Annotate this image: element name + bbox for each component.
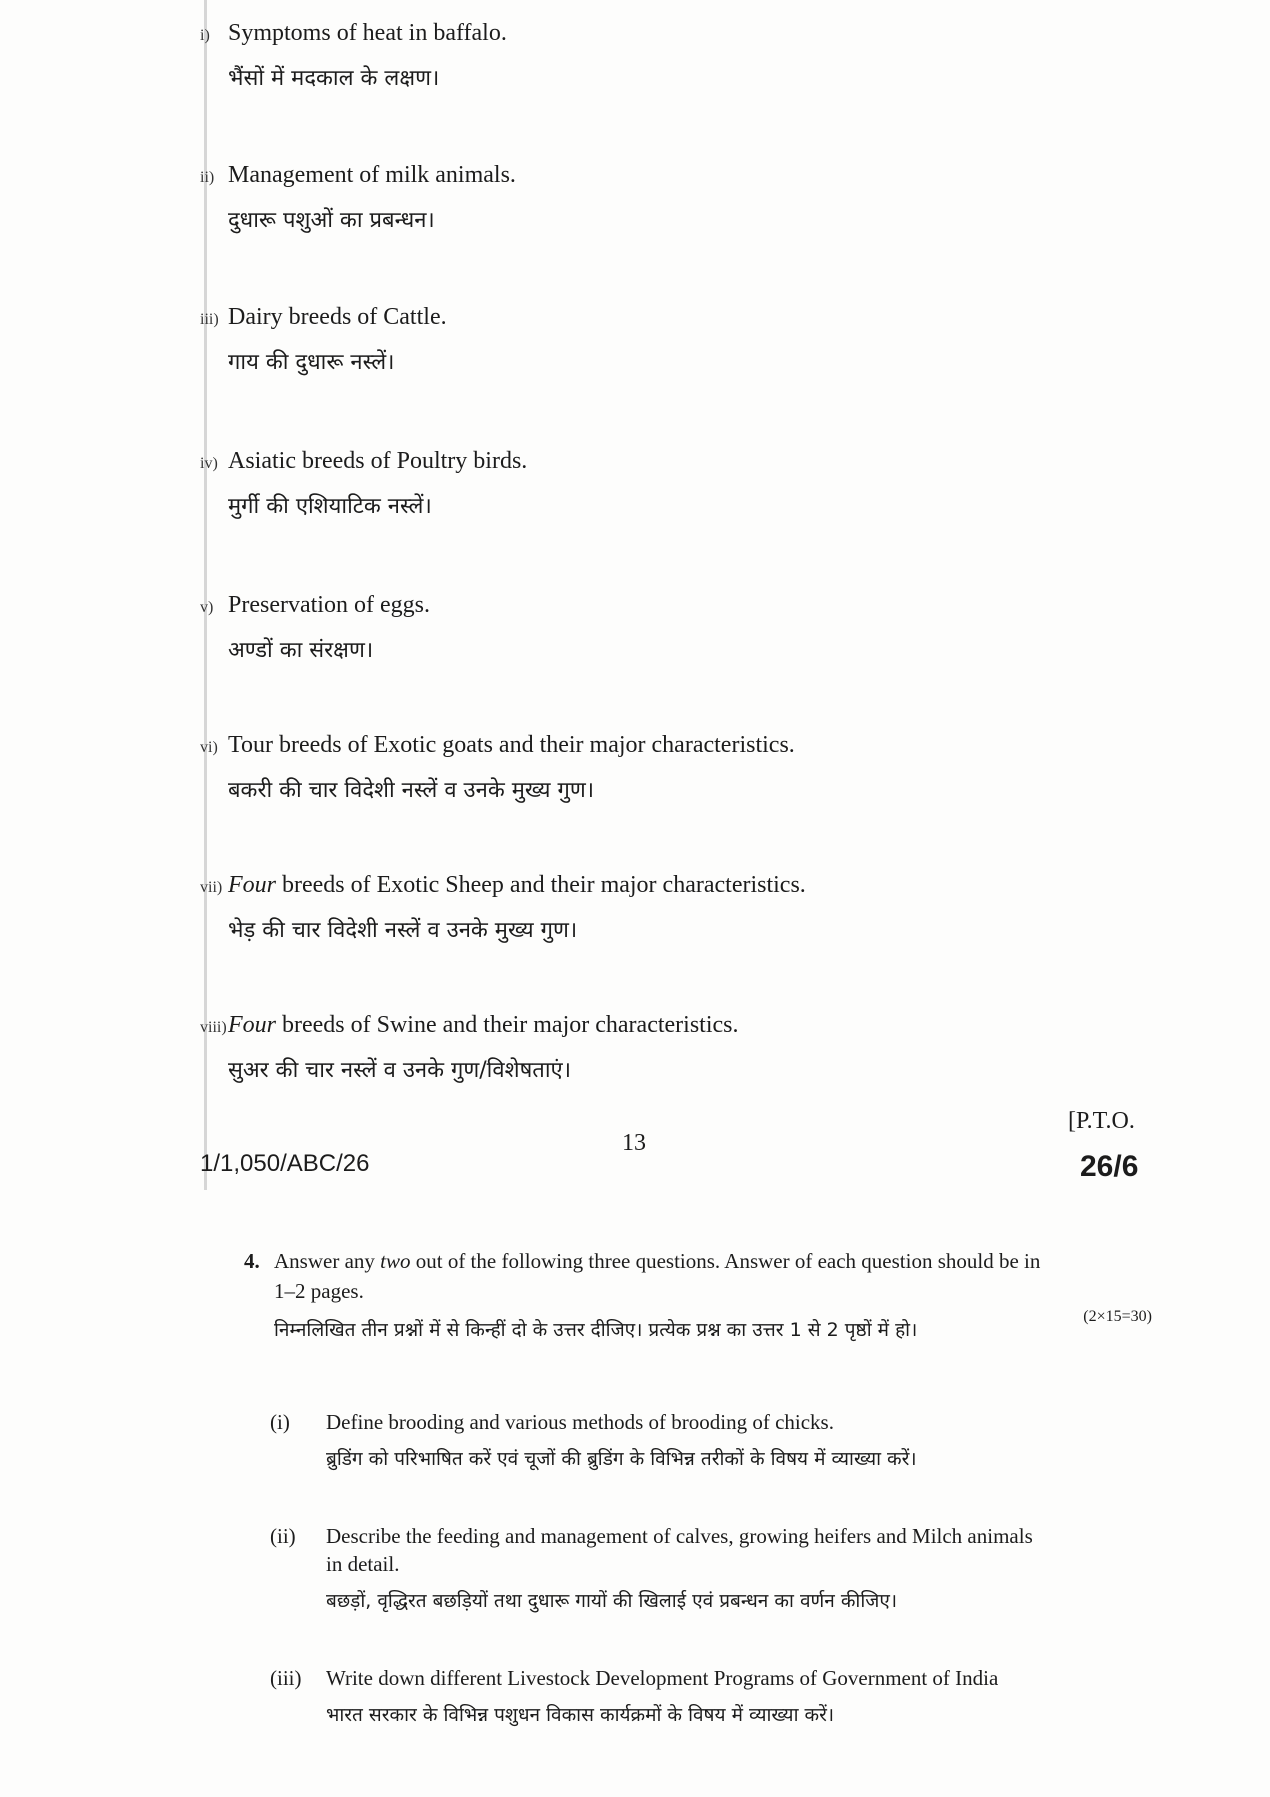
page-code: 26/6 (1080, 1150, 1139, 1183)
question-en: breeds of Swine and their major characteristics. (276, 1012, 739, 1038)
instruction-en: 4. Answer any two out of the following three questions. Answer of each question should be in 1–2 pages. (244, 1249, 1041, 1303)
question-en: Tour breeds of Exotic goats and their major characteristics. (228, 732, 795, 758)
question-viii: viii)Four breeds of Swine and their major characteristics. सुअर की चार नस्लें व उनके गुण/विशेषताएं। (200, 1010, 1080, 1087)
pto-label: [P.T.O. (1068, 1108, 1135, 1134)
question-hi: मुर्गी की एशियाटिक नस्लें। (228, 494, 432, 519)
question-hi: भेड़ की चार विदेशी नस्लें व उनके मुख्य गुण। (228, 918, 578, 943)
question-vii: vii) Four breeds of Exotic Sheep and their major characteristics. भेड़ की चार विदेशी नस्लें व उनके मुख्य गुण। (200, 870, 1080, 947)
question-iii: iii) Dairy breeds of Cattle. गाय की दुधारू नस्लें। (200, 302, 1080, 379)
question-hi: भैंसों में मदकाल के लक्षण। (228, 66, 440, 91)
section-4-item-i: (i) Define brooding and various methods of brooding of chicks. ब्रुडिंग को परिभाषित करें एवं चूजों की ब्रुडिंग के विभिन्न तरीकों के विषय में व्याख्या करें। (270, 1410, 917, 1470)
question-v: v) Preservation of eggs. अण्डों का संरक्षण। (200, 590, 1080, 667)
question-en: Symptoms of heat in baffalo. (228, 20, 507, 46)
page-number: 13 (622, 1130, 646, 1156)
section-4-instructions (244, 1246, 1152, 1342)
question-hi: दुधारू पशुओं का प्रबन्धन। (228, 208, 435, 233)
section-4-item-ii: (ii) Describe the feeding and management of calves, growing heifers and Milch animals in detail. बछड़ों, वृद्धिरत बछड़ियों तथा दुधारू गायों की खिलाई एवं प्रबन्धन का वर्णन कीजिए। (270, 1524, 1033, 1612)
question-en: Asiatic breeds of Poultry birds. (228, 448, 528, 474)
paper-code: 1/1,050/ABC/26 (200, 1150, 370, 1177)
question-ii: ii) Management of milk animals. दुधारू पशुओं का प्रबन्धन। (200, 160, 1080, 237)
question-hi: गाय की दुधारू नस्लें। (228, 350, 395, 375)
question-en: Dairy breeds of Cattle. (228, 304, 447, 330)
question-en: Management of milk animals. (228, 162, 516, 188)
marks-label: (2×15=30) (1083, 1308, 1152, 1325)
question-en: breeds of Exotic Sheep and their major characteristics. (276, 872, 806, 898)
question-i: i) Symptoms of heat in baffalo. भैंसों में मदकाल के लक्षण। (200, 18, 1080, 95)
instruction-hi: निम्नलिखित तीन प्रश्नों में से किन्हीं दो के उत्तर दीजिए। प्रत्येक प्रश्न का उत्तर 1 से 2 पृष्ठों में हो। (274, 1319, 918, 1341)
question-hi: बकरी की चार विदेशी नस्लें व उनके मुख्य गुण। (228, 778, 595, 803)
question-hi: अण्डों का संरक्षण। (228, 638, 374, 663)
question-en: Preservation of eggs. (228, 592, 430, 618)
question-iv: iv) Asiatic breeds of Poultry birds. मुर्गी की एशियाटिक नस्लें। (200, 446, 1080, 523)
question-hi: सुअर की चार नस्लें व उनके गुण/विशेषताएं। (228, 1058, 572, 1083)
section-4-item-iii: (iii) Write down different Livestock Development Programs of Government of India भारत सरकार के विभिन्न पशुधन विकास कार्यक्रमों के विषय में व्याख्या करें। (270, 1666, 999, 1726)
question-vi: vi) Tour breeds of Exotic goats and their major characteristics. बकरी की चार विदेशी नस्लें व उनके मुख्य गुण। (200, 730, 1080, 807)
